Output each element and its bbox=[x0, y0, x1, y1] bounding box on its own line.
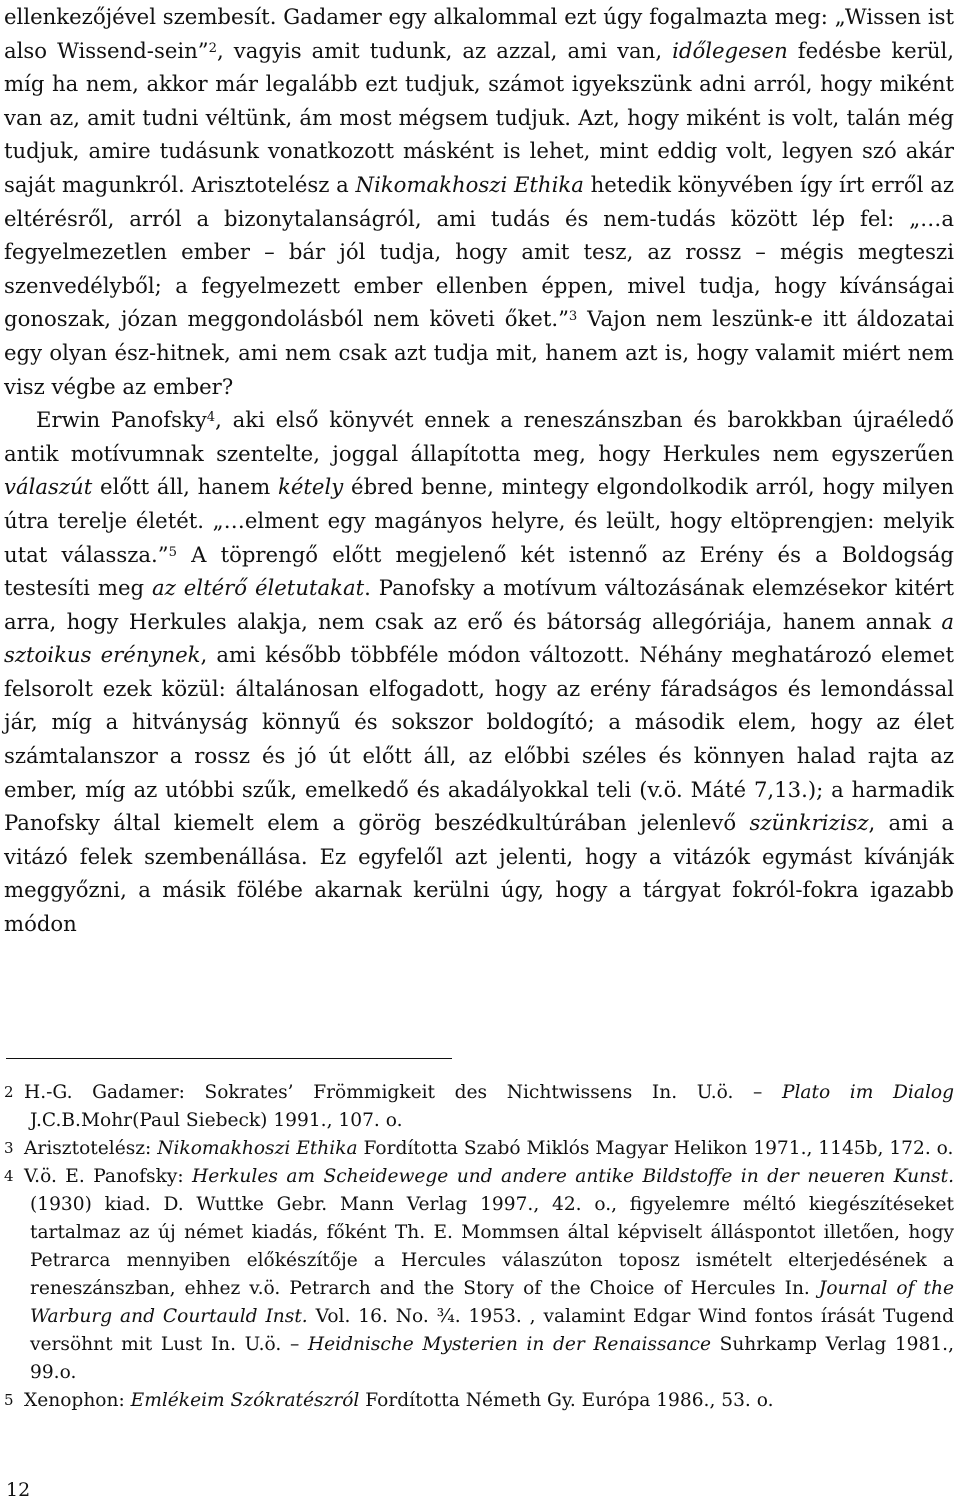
footnote-ref: 4 bbox=[206, 410, 216, 426]
footnote-number: 4 bbox=[4, 1167, 14, 1185]
footnote-separator bbox=[6, 1058, 452, 1059]
text-run: A töprengő előtt megjelenő két istennő az Erény és a Boldogság testesíti meg bbox=[4, 541, 954, 601]
text-run: ébred benne, mintegy elgondolkodik arról, hogy milyen útra terelje életét. „…elment egy magányos helyre, és leült, hogy eltöprengjen: melyik utat válassza.” bbox=[4, 474, 955, 567]
footnote bbox=[4, 1135, 954, 1163]
text-run: Fordította Szabó Miklós Magyar Helikon 1971., 1145b, 172. o. bbox=[357, 1138, 954, 1159]
text-run: ellenkezőjével szembesít. Gadamer egy alkalommal ezt úgy fogalmazta meg: „Wissen ist also Wissend-sein” bbox=[4, 4, 954, 63]
italic-text: Heidnische Mysterien in der Renaissance bbox=[307, 1334, 711, 1355]
text-run: H.-G. Gadamer: Sokrates’ Frömmigkeit des Nichtwissens In. U.ö. – bbox=[24, 1082, 782, 1103]
italic-text: Nikomakhoszi Ethika bbox=[355, 171, 584, 197]
footnote-number: 5 bbox=[4, 1391, 14, 1409]
italic-text: Herkules am Scheidewege und andere antike Bildstoffe in der neueren Kunst. bbox=[192, 1166, 954, 1187]
italic-text: időlegesen bbox=[672, 37, 788, 63]
text-run: fedésbe kerül, míg ha nem, akkor már legalább ezt tudjuk, számot igyekszünk adni arról, hogy miként van az, amit tudni véltünk, ám most mégsem tudjuk. Azt, hogy miként is volt, talán még tudjuk, amire tudásunk vonatkozott másként is lehet, mint eddig volt, legyen szó akár saját magunkról. Arisztotelész a bbox=[4, 37, 955, 197]
body-text bbox=[4, 0, 954, 941]
footnote-ref: 2 bbox=[208, 40, 217, 56]
paragraph bbox=[4, 0, 954, 403]
text-run: Vol. 16. No. ¾. 1953. , valamint Edgar Wind fontos írását Tugend versöhnt mit Lust In. U.ö. – bbox=[30, 1306, 955, 1355]
text-run: Fordította Németh Gy. Európa 1986., 53. o. bbox=[359, 1390, 774, 1411]
footnote bbox=[4, 1163, 954, 1387]
italic-text: a sztoikus erénynek bbox=[4, 608, 954, 668]
text-run: , vagyis amit tudunk, az azzal, ami van, bbox=[216, 37, 673, 63]
text-run: Erwin Panofsky bbox=[36, 407, 207, 433]
italic-text: az eltérő életutakat bbox=[152, 575, 365, 601]
text-run: , aki első könyvét ennek a reneszánszban és barokkban újraéledő antik motívumnak szentelte, joggal állapította meg, hogy Herkules nem egyszerűen bbox=[4, 407, 955, 466]
text-run: Vajon nem leszünk-e itt áldozatai egy olyan ész-hitnek, ami nem csak azt tudja mit, hanem azt is, hogy valamit miért nem visz végbe az ember? bbox=[4, 306, 954, 399]
footnote bbox=[4, 1387, 954, 1415]
text-run: , ami a vitázó felek szembenállása. Ez egyfelől azt jelenti, hogy a vitázók egymást kívánják meggyőzni, a másik fölébe akarnak kerülni úgy, hogy a tárgyat fokról-fokra igazabb módon bbox=[4, 810, 955, 937]
italic-text: Plato im Dialog bbox=[781, 1082, 955, 1103]
paragraph bbox=[4, 403, 954, 941]
footnote-number: 3 bbox=[4, 1139, 14, 1157]
text-run: . Panofsky a motívum változásának elemzésekor kitért arra, hogy Herkules alakja, nem csak az erő és bátorság allegóriája, hanem annak bbox=[4, 575, 955, 634]
italic-text: kétely bbox=[278, 474, 344, 500]
footnote-ref: 5 bbox=[168, 544, 177, 560]
footnote bbox=[4, 1079, 954, 1135]
text-run: előtt áll, hanem bbox=[92, 474, 279, 500]
text-run: , ami később többféle módon változott. Néhány meghatározó elemet felsorolt ezek közül: általánosan elfogadott, hogy az erény fáradságos és lemondással jár, míg a hitványság könnyű és sokszor boldogító; a második elem, hogy az élet számtalanszor a rossz és jó út előtt áll, az előbbi széles és könnyen halad rajta az ember, míg az utóbbi szűk, emelkedő és akadályokkal teli (v.ö. Máté 7,13.); a harmadik Panofsky által kiemelt elem a görög beszédkultúrában jelenlevő bbox=[4, 642, 954, 836]
text-run: hetedik könyvében így írt erről az eltérésről, arról a bizonytalanságról, ami tudás és nem-tudás között lép fel: „…a fegyelmezetlen ember – bár jól tudja, hogy amit tesz, az rossz – mégis megteszi szenvedélyből; a fegyelmezett ember ellenben éppen, mivel tudja, hogy kívánságai gonoszak, józan meggondolásból nem követi őket.” bbox=[4, 171, 954, 332]
text-run: Xenophon: bbox=[24, 1390, 131, 1411]
italic-text: Emlékeim Szókratészról bbox=[130, 1390, 360, 1411]
document-page bbox=[4, 0, 954, 941]
text-run: Arisztotelész: bbox=[24, 1138, 158, 1159]
footnote-number: 2 bbox=[4, 1083, 14, 1101]
text-run: Suhrkamp Verlag 1981., 99.o. bbox=[30, 1334, 954, 1383]
footnotes bbox=[4, 1079, 954, 1415]
page-number: 12 bbox=[6, 1479, 31, 1501]
italic-text: szünkrizisz bbox=[749, 810, 869, 836]
text-run: (1930) kiad. D. Wuttke Gebr. Mann Verlag 1997., 42. o., figyelemre méltó kiegészítéseket tartalmaz az új német kiadás, főként Th. E. Mommsen által képviselt álláspontot illetően, hogy Petrarca mennyiben előkészítője a Hercules válaszúton toposz ismételt elterjedésének a reneszánszban, ehhez v.ö. Petrarch and the Story of the Choice of Hercules In. bbox=[30, 1194, 954, 1299]
italic-text: Journal of the Warburg and Courtauld Inst. bbox=[30, 1278, 954, 1327]
italic-text: válaszút bbox=[4, 474, 93, 500]
italic-text: Nikomakhoszi Ethika bbox=[157, 1138, 358, 1159]
footnote-ref: 3 bbox=[568, 309, 578, 325]
text-run: V.ö. E. Panofsky: bbox=[24, 1166, 193, 1187]
text-run: J.C.B.Mohr(Paul Siebeck) 1991., 107. o. bbox=[30, 1110, 403, 1131]
